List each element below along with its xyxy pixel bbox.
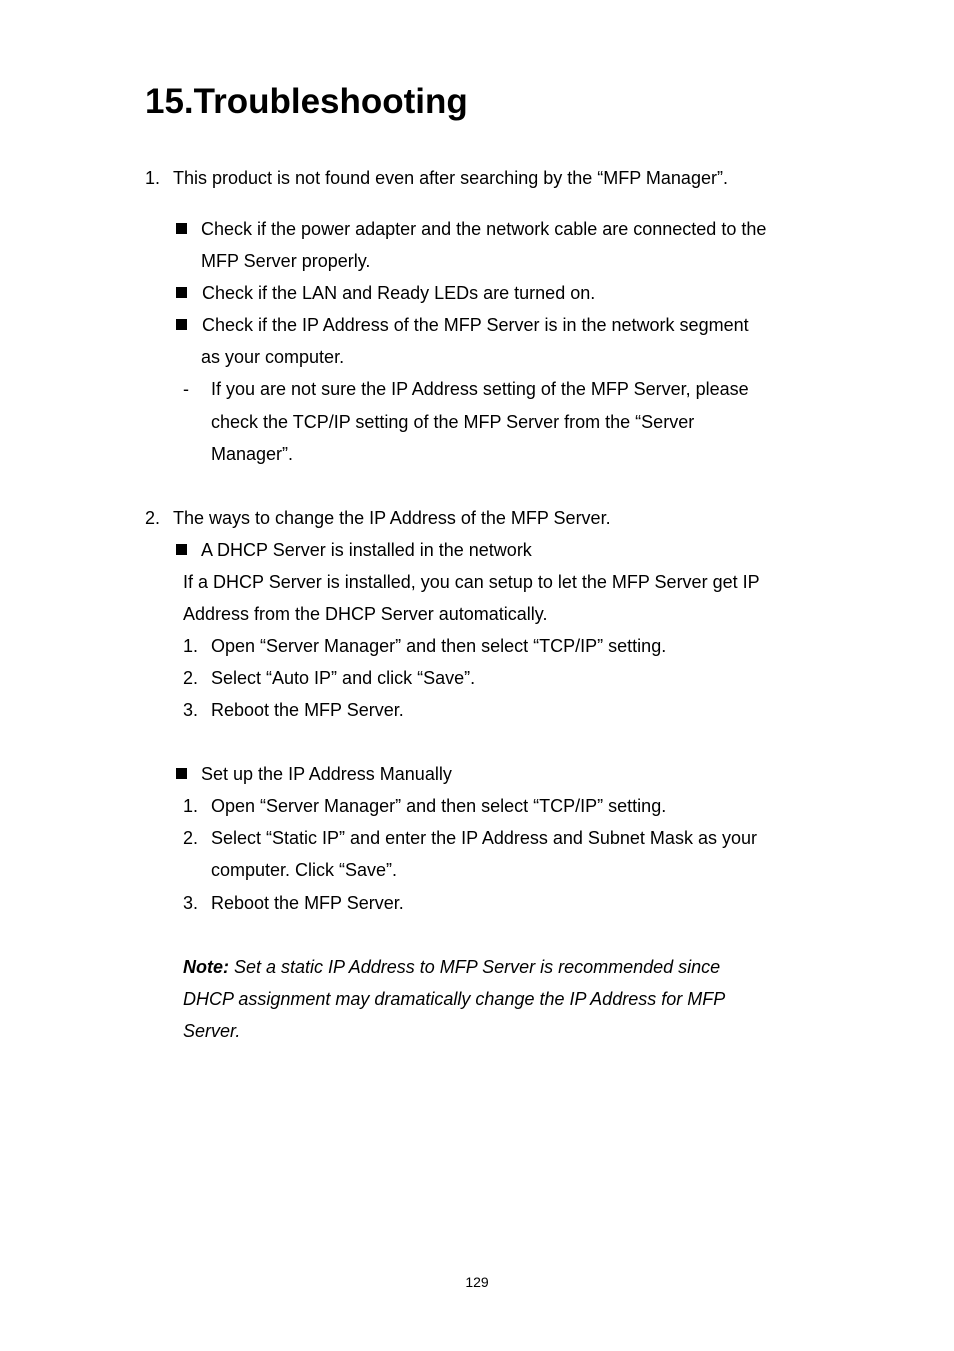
note-line-1 bbox=[183, 955, 720, 979]
note-text-1: Set a static IP Address to MFP Server is recommended since bbox=[229, 957, 721, 977]
note-label: Note: bbox=[183, 957, 229, 977]
dhcp-step-number: 1. bbox=[183, 636, 199, 656]
bullet-1-line-1: Check if the power adapter and the network cable are connected to the bbox=[201, 219, 767, 239]
section-2-heading: The ways to change the IP Address of the MFP Server. bbox=[173, 508, 611, 528]
manual-step-2-line-1: Select “Static IP” and enter the IP Address and Subnet Mask as your bbox=[211, 828, 757, 848]
dhcp-intro-line-2: Address from the DHCP Server automatically. bbox=[183, 604, 548, 624]
manual-bullet: Set up the IP Address Manually bbox=[201, 764, 452, 784]
manual-step-number: 2. bbox=[183, 828, 199, 848]
dhcp-step-number: 2. bbox=[183, 668, 199, 688]
section-1-number: 1. bbox=[145, 168, 161, 188]
section-1-heading: This product is not found even after searching by the “MFP Manager”. bbox=[173, 168, 728, 188]
manual-step-number: 3. bbox=[183, 893, 199, 913]
dhcp-step-number: 3. bbox=[183, 700, 199, 720]
bullet-square-icon bbox=[176, 544, 187, 555]
bullet-1-line-2: MFP Server properly. bbox=[201, 251, 371, 271]
manual-step-1: Open “Server Manager” and then select “TCP/IP” setting. bbox=[211, 796, 667, 816]
dash-item-line-3: Manager”. bbox=[211, 444, 294, 464]
dhcp-bullet: A DHCP Server is installed in the network bbox=[201, 540, 532, 560]
manual-step-2-line-2: computer. Click “Save”. bbox=[211, 860, 398, 880]
dhcp-step-1: Open “Server Manager” and then select “TCP/IP” setting. bbox=[211, 636, 667, 656]
bullet-square-icon bbox=[176, 768, 187, 779]
dash-item-line-2: check the TCP/IP setting of the MFP Server from the “Server bbox=[211, 412, 695, 432]
bullet-square-icon bbox=[176, 287, 187, 298]
manual-step-number: 1. bbox=[183, 796, 199, 816]
dash-marker: - bbox=[183, 379, 189, 399]
section-2-number: 2. bbox=[145, 508, 161, 528]
dhcp-step-3: Reboot the MFP Server. bbox=[211, 700, 404, 720]
dash-item-line-1: If you are not sure the IP Address setting of the MFP Server, please bbox=[211, 379, 749, 399]
dhcp-step-2: Select “Auto IP” and click “Save”. bbox=[211, 668, 476, 688]
note-line-2: DHCP assignment may dramatically change the IP Address for MFP bbox=[183, 989, 726, 1009]
bullet-square-icon bbox=[176, 319, 187, 330]
page-number: 129 bbox=[465, 1274, 489, 1290]
note-line-3: Server. bbox=[183, 1021, 241, 1041]
bullet-3-line-2: as your computer. bbox=[201, 347, 345, 367]
manual-step-3: Reboot the MFP Server. bbox=[211, 893, 404, 913]
dhcp-intro-line-1: If a DHCP Server is installed, you can setup to let the MFP Server get IP bbox=[183, 572, 760, 592]
bullet-square-icon bbox=[176, 223, 187, 234]
page-title: 15.Troubleshooting bbox=[145, 82, 468, 121]
bullet-2-line-1: Check if the LAN and Ready LEDs are turned on. bbox=[202, 283, 596, 303]
bullet-3-line-1: Check if the IP Address of the MFP Server is in the network segment bbox=[202, 315, 749, 335]
